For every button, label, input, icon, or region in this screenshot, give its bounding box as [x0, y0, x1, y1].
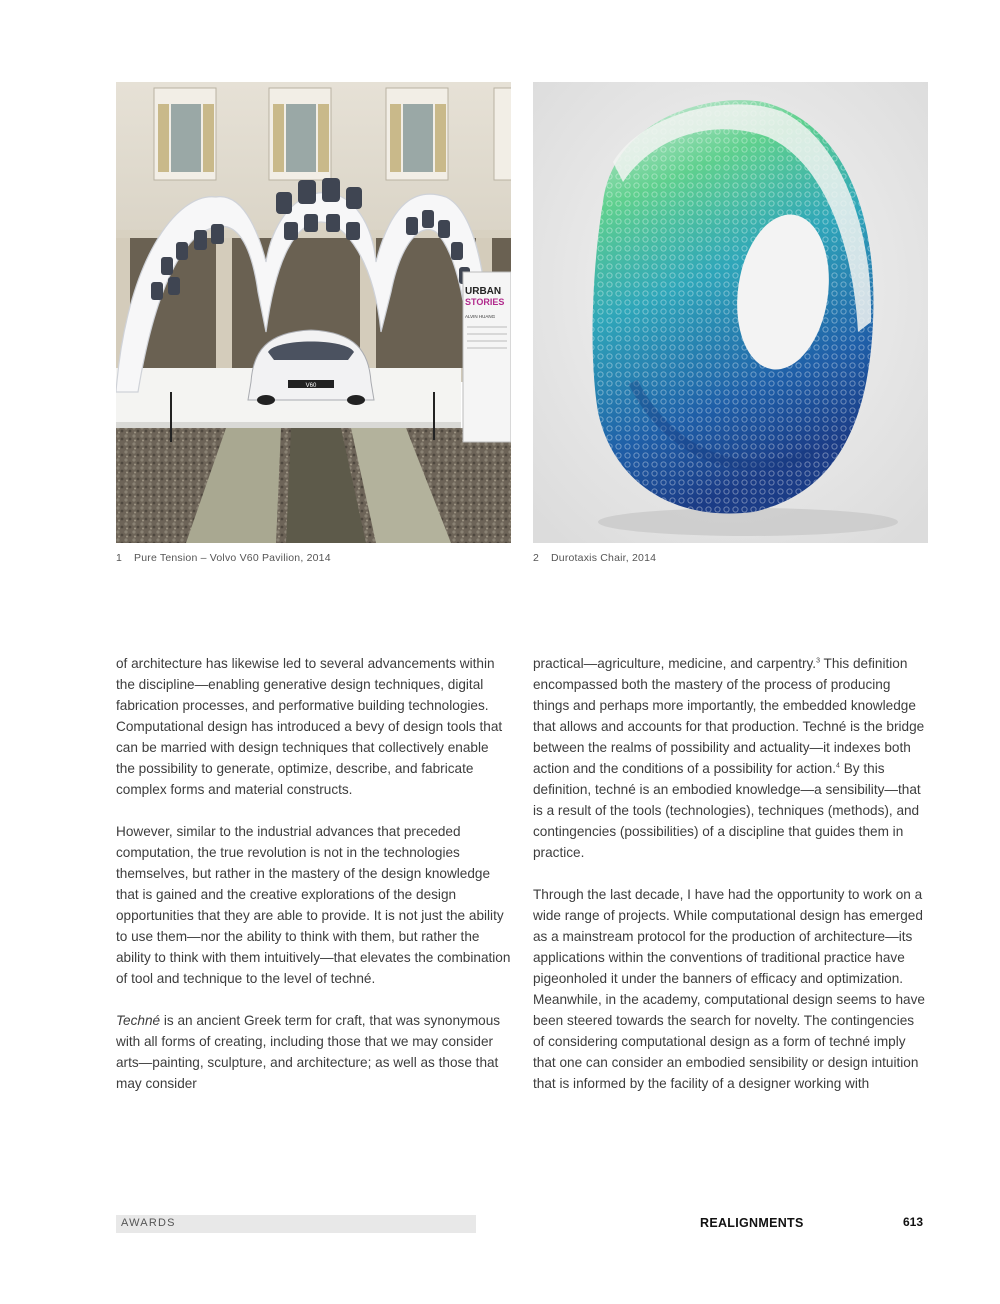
- text-column-right: [533, 653, 928, 1094]
- figure-caption-1: [116, 552, 331, 564]
- car-plate: V60: [305, 383, 317, 389]
- footnote-ref[interactable]: 4: [836, 762, 840, 770]
- figure-pavilion-photo: [116, 82, 511, 543]
- paragraph: [116, 1010, 511, 1094]
- sign-line1: URBAN: [465, 286, 502, 297]
- paragraph-text: is an ancient Greek term for craft, that was synonymous with all forms of creating, including those that we may consider arts—painting, sculpture, and architecture; as well as those that may consider: [116, 1013, 501, 1091]
- sign-line2: STORIES: [465, 297, 505, 307]
- caption-number: 2: [533, 552, 540, 564]
- sign-line3: ALVIN HUANG: [465, 314, 496, 319]
- figure-chair-photo: [533, 82, 928, 543]
- caption-text: Pure Tension – Volvo V60 Pavilion, 2014: [134, 552, 331, 564]
- caption-number: 1: [116, 552, 123, 564]
- paragraph-text: By this definition, techné is an embodied knowledge—a sensibility—that is a result of the tools (technologies), techniques (methods), and contingencies (possibilities) of a discipline that guides them in practice.: [533, 761, 921, 860]
- footnote-ref[interactable]: 3: [816, 657, 820, 665]
- term-techne: Techné: [116, 1013, 161, 1028]
- footer-running-title: REALIGNMENTS: [700, 1216, 804, 1230]
- paragraph: [533, 653, 928, 863]
- caption-text: Durotaxis Chair, 2014: [551, 552, 657, 564]
- paragraph: of architecture has likewise led to several advancements within the discipline—enabling generative design techniques, digital fabrication processes, and performative building technologies. Computational design has introduced a bevy of design tools that can be married with design techniques that collectively enable the possibility to generate, optimize, describe, and fabricate complex forms and material constructs.: [116, 656, 503, 797]
- pavilion-illustration: [116, 82, 511, 543]
- paragraph-text: practical—agriculture, medicine, and carpentry.: [533, 656, 817, 671]
- figure-caption-2: [533, 552, 656, 564]
- chair-illustration: [533, 82, 928, 543]
- paragraph-text: This definition encompassed both the mastery of the process of producing things and perhaps more importantly, the embedded knowledge that allows and accounts for that production. Techné is the bridge between the realms of possibility and actuality—it indexes both action and the conditions of a possibility for action.: [533, 656, 925, 776]
- paragraph: However, similar to the industrial advances that preceded computation, the true revolution is not in the technologies themselves, but rather in the mastery of the design knowledge that is gained and the creative explorations of the design opportunities that they are able to provide. It is not just the ability to use them—nor the ability to think with them, but rather the ability to think with them intuitively—that elevates the combination of tool and technique to the level of techné.: [116, 824, 511, 986]
- page-number: 613: [903, 1215, 924, 1229]
- text-column-left: [116, 653, 511, 1094]
- footer-section-label: AWARDS: [121, 1217, 176, 1229]
- paragraph: Through the last decade, I have had the opportunity to work on a wide range of projects. While computational design has emerged as a mainstream protocol for the production of architecture—its applications within the conventions of traditional practice have pigeonholed it under the banners of efficacy and optimization. Meanwhile, in the academy, computational design seems to have been steered towards the search for novelty. The contingencies of considering computational design as a form of techné imply that one can consider an embodied sensibility or design intuition that is informed by the facility of a designer working with: [533, 887, 925, 1091]
